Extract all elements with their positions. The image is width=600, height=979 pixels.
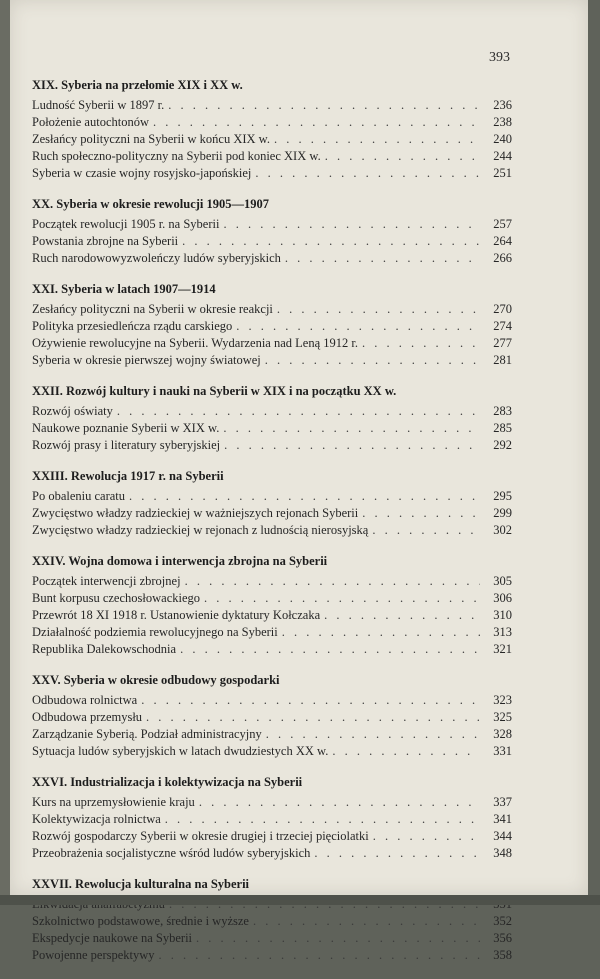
entry-page-number: 331 bbox=[493, 744, 512, 758]
dot-leader bbox=[185, 573, 480, 590]
toc-entry bbox=[32, 743, 512, 760]
entry-page-number: 305 bbox=[493, 574, 512, 588]
page-bottom-edge bbox=[0, 895, 600, 905]
section-title: XXIII. Rewolucja 1917 r. na Syberii bbox=[32, 469, 224, 483]
toc-entry bbox=[32, 692, 512, 709]
entry-title: Ożywienie rewolucyjne na Syberii. Wydarzenia nad Leną 1912 r. bbox=[32, 336, 358, 350]
section-title: XXII. Rozwój kultury i nauki na Syberii w XIX i na początku XX w. bbox=[32, 384, 397, 398]
page-number: 393 bbox=[489, 50, 510, 65]
toc-entry bbox=[32, 335, 512, 352]
dot-leader bbox=[141, 692, 480, 709]
entry-page-number: 302 bbox=[493, 523, 512, 537]
toc-entry bbox=[32, 488, 512, 505]
dot-leader bbox=[255, 165, 480, 182]
dot-leader bbox=[182, 233, 480, 250]
toc-entry bbox=[32, 114, 512, 131]
section-title: XIX. Syberia na przełomie XIX i XX w. bbox=[32, 78, 243, 92]
toc-entry bbox=[32, 216, 512, 233]
entry-page-number: 240 bbox=[493, 132, 512, 146]
toc-entry bbox=[32, 301, 512, 318]
toc-section bbox=[32, 384, 512, 454]
dot-leader bbox=[253, 913, 480, 930]
entry-page-number: 295 bbox=[493, 489, 512, 503]
book-spine-edge bbox=[0, 0, 10, 905]
dot-leader bbox=[277, 301, 480, 318]
dot-leader bbox=[274, 131, 480, 148]
dot-leader bbox=[223, 420, 480, 437]
toc-entry bbox=[32, 590, 512, 607]
entry-title: Zesłańcy polityczni na Syberii w okresie reakcji bbox=[32, 302, 273, 316]
dot-leader bbox=[159, 947, 480, 964]
entry-title: Działalność podziemia rewolucyjnego na Syberii bbox=[32, 625, 278, 639]
toc-section bbox=[32, 554, 512, 658]
toc-entry bbox=[32, 930, 512, 947]
entry-title: Początek rewolucji 1905 r. na Syberii bbox=[32, 217, 220, 231]
toc-entry bbox=[32, 947, 512, 964]
entry-title: Sytuacja ludów syberyjskich w latach dwudziestych XX w. bbox=[32, 744, 329, 758]
dot-leader bbox=[324, 607, 480, 624]
entry-page-number: 358 bbox=[493, 948, 512, 962]
entry-title: Po obaleniu caratu bbox=[32, 489, 126, 503]
toc-entry bbox=[32, 505, 512, 522]
entry-title: Rozwój prasy i literatury syberyjskiej bbox=[32, 438, 221, 452]
entry-title: Ruch narodowowyzwoleńczy ludów syberyjskich bbox=[32, 251, 281, 265]
toc-section bbox=[32, 673, 512, 760]
entry-page-number: 313 bbox=[493, 625, 512, 639]
toc-entry bbox=[32, 97, 512, 114]
entry-title: Rozwój oświaty bbox=[32, 404, 113, 418]
dot-leader bbox=[199, 794, 480, 811]
entry-page-number: 352 bbox=[493, 914, 512, 928]
dot-leader bbox=[285, 250, 480, 267]
entry-title: Zesłańcy polityczni na Syberii w końcu XIX w. bbox=[32, 132, 271, 146]
entry-page-number: 323 bbox=[493, 693, 512, 707]
entry-page-number: 310 bbox=[493, 608, 512, 622]
entry-title: Bunt korpusu czechosłowackiego bbox=[32, 591, 201, 605]
entry-page-number: 321 bbox=[493, 642, 512, 656]
section-title: XXV. Syberia w okresie odbudowy gospodarki bbox=[32, 673, 280, 687]
entry-title: Zwycięstwo władzy radzieckiej w rejonach z ludnością nierosyjską bbox=[32, 523, 369, 537]
entry-title: Rozwój gospodarczy Syberii w okresie drugiej i trzeciej pięciolatki bbox=[32, 829, 369, 843]
toc-entry bbox=[32, 250, 512, 267]
toc-entry bbox=[32, 641, 512, 658]
entry-title: Republika Dalekowschodnia bbox=[32, 642, 177, 656]
entry-page-number: 238 bbox=[493, 115, 512, 129]
dot-leader bbox=[236, 318, 480, 335]
entry-title: Zwycięstwo władzy radzieckiej w ważniejszych rejonach Syberii bbox=[32, 506, 359, 520]
toc-entry bbox=[32, 318, 512, 335]
dot-leader bbox=[332, 743, 480, 760]
dot-leader bbox=[165, 811, 480, 828]
entry-page-number: 277 bbox=[493, 336, 512, 350]
dot-leader bbox=[373, 828, 480, 845]
entry-title: Ruch społeczno-polityczny na Syberii pod koniec XIX w. bbox=[32, 149, 321, 163]
entry-page-number: 270 bbox=[493, 302, 512, 316]
entry-page-number: 337 bbox=[493, 795, 512, 809]
entry-title: Naukowe poznanie Syberii w XIX w. bbox=[32, 421, 220, 435]
entry-page-number: 264 bbox=[493, 234, 512, 248]
entry-title: Przeobrażenia socjalistyczne wśród ludów syberyjskich bbox=[32, 846, 311, 860]
entry-page-number: 292 bbox=[493, 438, 512, 452]
entry-title: Powojenne perspektywy bbox=[32, 948, 155, 962]
dot-leader bbox=[146, 709, 480, 726]
section-title: XX. Syberia w okresie rewolucji 1905—1907 bbox=[32, 197, 270, 211]
entry-title: Syberia w okresie pierwszej wojny światowej bbox=[32, 353, 261, 367]
toc-entry bbox=[32, 794, 512, 811]
toc-entry bbox=[32, 726, 512, 743]
toc-entry bbox=[32, 403, 512, 420]
toc-entry bbox=[32, 624, 512, 641]
toc-section bbox=[32, 469, 512, 539]
toc-entry bbox=[32, 352, 512, 369]
entry-page-number: 341 bbox=[493, 812, 512, 826]
section-title: XXI. Syberia w latach 1907—1914 bbox=[32, 282, 216, 296]
entry-page-number: 285 bbox=[493, 421, 512, 435]
entry-title: Odbudowa rolnictwa bbox=[32, 693, 138, 707]
entry-page-number: 325 bbox=[493, 710, 512, 724]
section-title: XXIV. Wojna domowa i interwencja zbrojna na Syberii bbox=[32, 554, 328, 568]
entry-page-number: 299 bbox=[493, 506, 512, 520]
toc-entry bbox=[32, 845, 512, 862]
entry-title: Kolektywizacja rolnictwa bbox=[32, 812, 161, 826]
entry-page-number: 348 bbox=[493, 846, 512, 860]
toc-entry bbox=[32, 148, 512, 165]
toc-section bbox=[32, 775, 512, 862]
entry-title: Ekspedycje naukowe na Syberii bbox=[32, 931, 193, 945]
dot-leader bbox=[153, 114, 480, 131]
entry-page-number: 356 bbox=[493, 931, 512, 945]
dot-leader bbox=[265, 352, 480, 369]
entry-title: Odbudowa przemysłu bbox=[32, 710, 143, 724]
entry-title: Kurs na uprzemysłowienie kraju bbox=[32, 795, 195, 809]
dot-leader bbox=[117, 403, 480, 420]
toc-entry bbox=[32, 811, 512, 828]
dot-leader bbox=[362, 505, 480, 522]
entry-page-number: 251 bbox=[493, 166, 512, 180]
entry-title: Powstania zbrojne na Syberii bbox=[32, 234, 179, 248]
section-title: XXVII. Rewolucja kulturalna na Syberii bbox=[32, 877, 250, 891]
dot-leader bbox=[266, 726, 480, 743]
entry-page-number: 281 bbox=[493, 353, 512, 367]
table-of-contents bbox=[32, 78, 512, 979]
toc-section bbox=[32, 197, 512, 267]
dot-leader bbox=[129, 488, 480, 505]
entry-page-number: 306 bbox=[493, 591, 512, 605]
entry-page-number: 257 bbox=[493, 217, 512, 231]
entry-page-number: 244 bbox=[493, 149, 512, 163]
entry-page-number: 236 bbox=[493, 98, 512, 112]
toc-entry bbox=[32, 420, 512, 437]
dot-leader bbox=[204, 590, 480, 607]
entry-title: Polityka przesiedleńcza rządu carskiego bbox=[32, 319, 233, 333]
dot-leader bbox=[372, 522, 480, 539]
entry-title: Zarządzanie Syberią. Podział administracyjny bbox=[32, 727, 262, 741]
dot-leader bbox=[282, 624, 480, 641]
toc-entry bbox=[32, 828, 512, 845]
toc-entry bbox=[32, 607, 512, 624]
toc-entry bbox=[32, 165, 512, 182]
dot-leader bbox=[168, 97, 480, 114]
toc-entry bbox=[32, 913, 512, 930]
entry-page-number: 328 bbox=[493, 727, 512, 741]
toc-section bbox=[32, 877, 512, 964]
entry-title: Syberia w czasie wojny rosyjsko-japońskiej bbox=[32, 166, 252, 180]
toc-entry bbox=[32, 131, 512, 148]
entry-page-number: 283 bbox=[493, 404, 512, 418]
toc-entry bbox=[32, 522, 512, 539]
dot-leader bbox=[314, 845, 480, 862]
dot-leader bbox=[196, 930, 480, 947]
dot-leader bbox=[325, 148, 480, 165]
dot-leader bbox=[180, 641, 480, 658]
entry-title: Szkolnictwo podstawowe, średnie i wyższe bbox=[32, 914, 249, 928]
entry-title: Położenie autochtonów bbox=[32, 115, 149, 129]
toc-section bbox=[32, 78, 512, 182]
entry-title: Przewrót 18 XI 1918 r. Ustanowienie dyktatury Kołczaka bbox=[32, 608, 321, 622]
dot-leader bbox=[362, 335, 480, 352]
entry-page-number: 274 bbox=[493, 319, 512, 333]
book-page bbox=[10, 0, 588, 962]
toc-entry bbox=[32, 437, 512, 454]
dot-leader bbox=[223, 216, 480, 233]
entry-page-number: 344 bbox=[493, 829, 512, 843]
dot-leader bbox=[224, 437, 480, 454]
entry-title: Ludność Syberii w 1897 r. bbox=[32, 98, 165, 112]
toc-entry bbox=[32, 709, 512, 726]
toc-entry bbox=[32, 233, 512, 250]
entry-page-number: 266 bbox=[493, 251, 512, 265]
toc-section bbox=[32, 282, 512, 369]
section-title: XXVI. Industrializacja i kolektywizacja na Syberii bbox=[32, 775, 303, 789]
toc-entry bbox=[32, 573, 512, 590]
entry-title: Początek interwencji zbrojnej bbox=[32, 574, 181, 588]
